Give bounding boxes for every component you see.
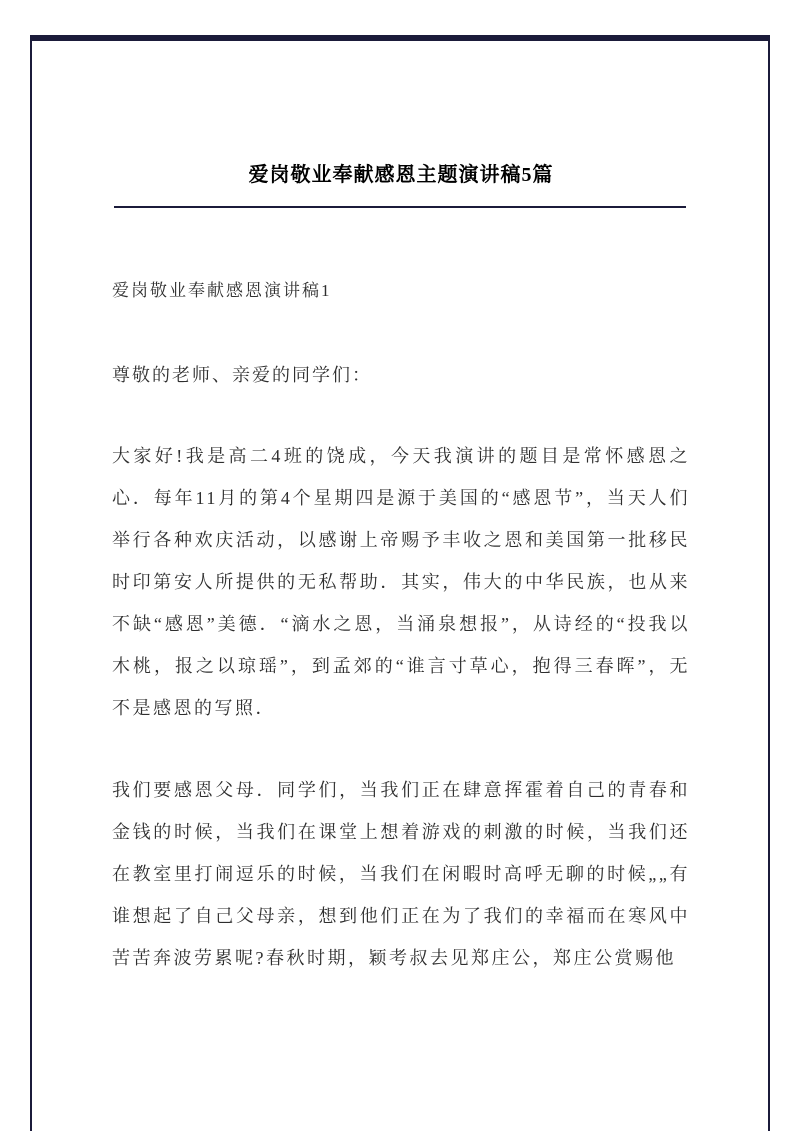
salutation-line: 尊敬的老师、亲爱的同学们： (112, 365, 372, 385)
document-content (112, 0, 690, 1131)
page-border-left (30, 35, 32, 1131)
section-heading: 爱岗敬业奉献感恩演讲稿1 (112, 281, 332, 300)
page-border-right (768, 35, 770, 1131)
title-divider (114, 206, 686, 208)
body-paragraph: 我们要感恩父母．同学们，当我们正在肆意挥霍着自己的青春和金钱的时候，当我们在课堂上想着游戏的刺激的时候，当我们还在教室里打闹逗乐的时候，当我们在闲暇时高呼无聊的时候„„有谁想起了自己父母亲，想到他们正在为了我们的幸福而在寒风中苦苦奔波劳累呢?春秋时期，颖考叔去见郑庄公，郑庄公赏赐他 (112, 780, 690, 968)
document-title: 爱岗敬业奉献感恩主题演讲稿5篇 (248, 164, 554, 186)
body-paragraph: 大家好!我是高二4班的饶成，今天我演讲的题目是常怀感恩之心．每年11月的第4个星期四是源于美国的“感恩节”，当天人们举行各种欢庆活动，以感谢上帝赐予丰收之恩和美国第一批移民时印第安人所提供的无私帮助．其实，伟大的中华民族，也从来不缺“感恩”美德．“滴水之恩，当涌泉想报”，从诗经的“投我以木桃，报之以琼瑶”，到孟郊的“谁言寸草心，抱得三春晖”，无不是感恩的写照． (112, 446, 690, 718)
